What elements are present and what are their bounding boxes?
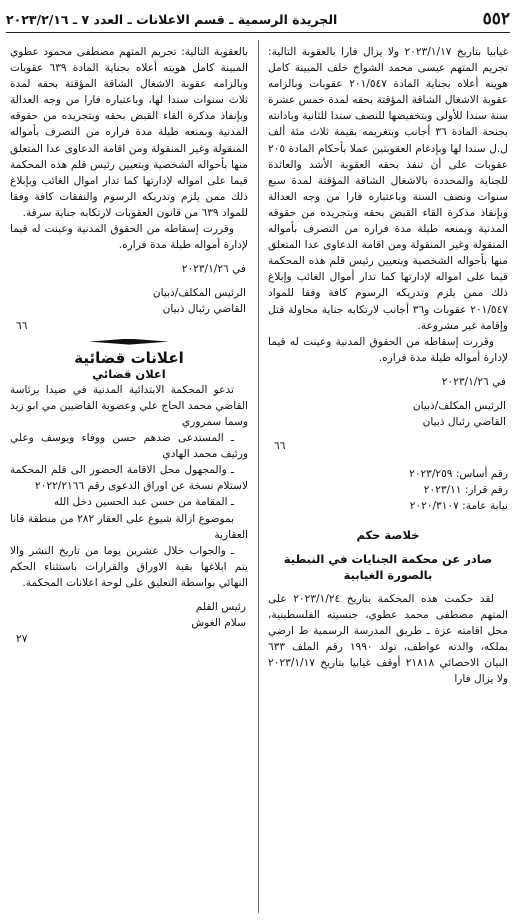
notice-number: ٦٦ — [274, 440, 286, 453]
issue-line: الجريدة الرسمية ـ قسم الاعلانات ـ العدد ٧ ـ ٢٠٢٣/٢/١٦ — [6, 11, 338, 27]
signatory-title: الرئيس المكلف/ذبيان — [412, 399, 506, 412]
notice-subject: بموضوع ازالة شيوع على العقار ٢٨٢ من منطقة قانا العقارية — [10, 512, 248, 541]
prosecution-number: نيابة عامة: ٢٠٢٠/٣١٠٧ — [409, 500, 508, 513]
notice-defendants: ـ المستدعى ضدهم حسن ووفاء ويوسف وعلي ورئيف محمد الهادي — [10, 432, 248, 461]
court-subtitle: بالصورة الغيابية — [343, 567, 433, 582]
ornament-divider — [10, 336, 248, 348]
column-divider — [258, 40, 259, 913]
civil-rights-paragraph: وقررت إسقاطه من الحقوق المدنية وعينت له قيما لإدارة أمواله طيلة مدة فراره. — [10, 223, 248, 252]
signatory-name: القاضي رئبال ذبيان — [162, 303, 246, 316]
notice-date: في ٢٠٢٣/١/٢٦ — [181, 263, 246, 276]
page-header — [6, 6, 510, 33]
right-column — [268, 44, 508, 687]
clerk-title: رئيس القلم — [195, 601, 246, 613]
judgment-paragraph: لقد حكمت هذه المحكمة بتاريخ ٢٠٢٣/١/٢٤ على المتهم مصطفى محمد عطوي، جنسيته الفلسطينية، محل اقامته عزة ـ طريق المدرسة الرسمية ط ارضي بملكه، والدته عواطف، تولد ١٩٩٠ رقم الملف ٦٣٣ البيان الاحصائي ٢١٨١٨ أوقف غيابيا بتاريخ ٢٠٢٣/١/١٧ ولا يزال فارا — [268, 592, 508, 686]
case-base-number: رقم أساس: ٢٠٢٣/٢٥٩ — [409, 468, 508, 481]
notice-response: ـ والجواب خلال عشرين يوما من تاريخ النشر والا يتم ابلاغها بقية الاوراق والقرارات باستثناء الحكم النهائي بواسطة التعليق على لوحة اعلانات المحكمة. — [10, 544, 248, 589]
notice-date: في ٢٠٢٣/١/٢٦ — [441, 375, 506, 388]
summary-title: خلاصة حكم — [356, 527, 420, 542]
page-number: ٥٥٢ — [482, 9, 510, 29]
notice-summons: ـ والمجهول محل الاقامة الحضور الى قلم المحكمة لاستلام نسخة عن اوراق الدعوى رقم ٢٠٢٢/٢١٦٦ — [10, 464, 248, 493]
notice-plaintiff: ـ المقامة من حسن عبد الحسين دخل الله — [53, 496, 234, 509]
signatory-name: القاضي رئبال ذبيان — [422, 416, 506, 429]
signatory-title: الرئيس المكلف/ذبيان — [152, 287, 246, 300]
civil-rights-paragraph: وقررت إسقاطه من الحقوق المدنية وعينت له قيما لإدارة أمواله طيلة مدة فراره. — [268, 335, 508, 364]
notice-title: اعلان قضائي — [92, 366, 166, 381]
notice-number: ٦٦ — [16, 319, 28, 332]
left-column — [10, 44, 248, 647]
court-title: صادر عن محكمة الجنايات في النبطية — [283, 551, 493, 566]
notice-paragraph: تدعو المحكمة الابتدائية المدنية في صيدا برئاسة القاضي محمد الحاج علي وعضوية القاضيين مي ابو زيد وسما سمروري — [10, 383, 248, 428]
decision-number: رقم قرار: ٢٠٢٣/١١ — [423, 484, 508, 497]
section-title: اعلانات قضائية — [74, 348, 184, 367]
verdict-paragraph: غيابيا بتاريخ ٢٠٢٣/١/١٧ ولا يزال فارا بالعقوبة التالية: تجريم المتهم عيسى محمد الشواخ خلف المبينة كامل هويته أعلاه بجناية المادة ٢٠١/٥٤٧ عقوبات وبالزامه عقوبة الاشغال الشاقة المؤقتة بحقه لمدة خمس عشرة سنة سندا للأولى وبتخفيضها للنصف سندا للثانية وبادانته بجنحة المادة ٣٦ أجانب وبتغريمه بقيمة ثلاث مئة ألف ل.ل سندا لها وبإدغام العقوبتين عملا بأحكام المادة ٢٠٥ عقوبات على أن تنفذ بحقه العقوبة الأشد والعائدة للجناية والمحددة بالاشغال الشاقة المؤقتة لمدة سبع سنوات ونصف السنة وباعتباره فارا من وجه العدالة وبإنفاذ مذكرة القاء القبض بحقه وبتجريده من حقوقه المدنية وبمنعه طيلة مدة فراره من التصرف بأمواله المنقولة وغير المنقولة ومن اقامة الدعاوى عدا المتعلق منها بأحواله الشخصية وبتعيين رئيس قلم هذه المحكمة قيما على امواله لإدارتها كما تدار أموال الغائب وإبلاغ ذلك ممن يلزم وتدريكه الرسوم كافة وفقا للمواد ٢٠١/٥٤٧ عقوبات و٣٦ أجانب لارتكابه جناية محاولة قتل وإقامة غير مشروعة. — [268, 46, 509, 332]
notice-number-2: ٢٧ — [16, 633, 28, 646]
clerk-name: سلام الغوش — [191, 617, 246, 630]
verdict-paragraph: بالعقوبة التالية: تجريم المتهم مصطفى محمود عطوي المبينة كامل هويته أعلاه بجناية المادة ٦٣٩ عقوبات وبالزامه عقوبة الاشغال الشاقة المؤقتة بحقه لمدة ثلاث سنوات سندا لها، وباعتباره فارا من وجه العدالة وبإنفاذ مذكرة القاء القبض بحقه وبتجريده من حقوقه المدنية وبمنعه طيلة مدة فراره من التصرف بأمواله المنقولة وغير المنقولة ومن اقامة الدعاوى عدا المتعلق منها بأحواله الشخصية وبتعيين رئيس قلم هذه المحكمة قيما على امواله لإدارتها كما تدار اموال الغائب وبإبلاغ ذلك ممن يلزم وتدريكه الرسوم والنفقات كافة وفقا للمواد ٦٣٩ من قانون العقوبات لارتكابه جناية سرقة. — [10, 46, 249, 219]
